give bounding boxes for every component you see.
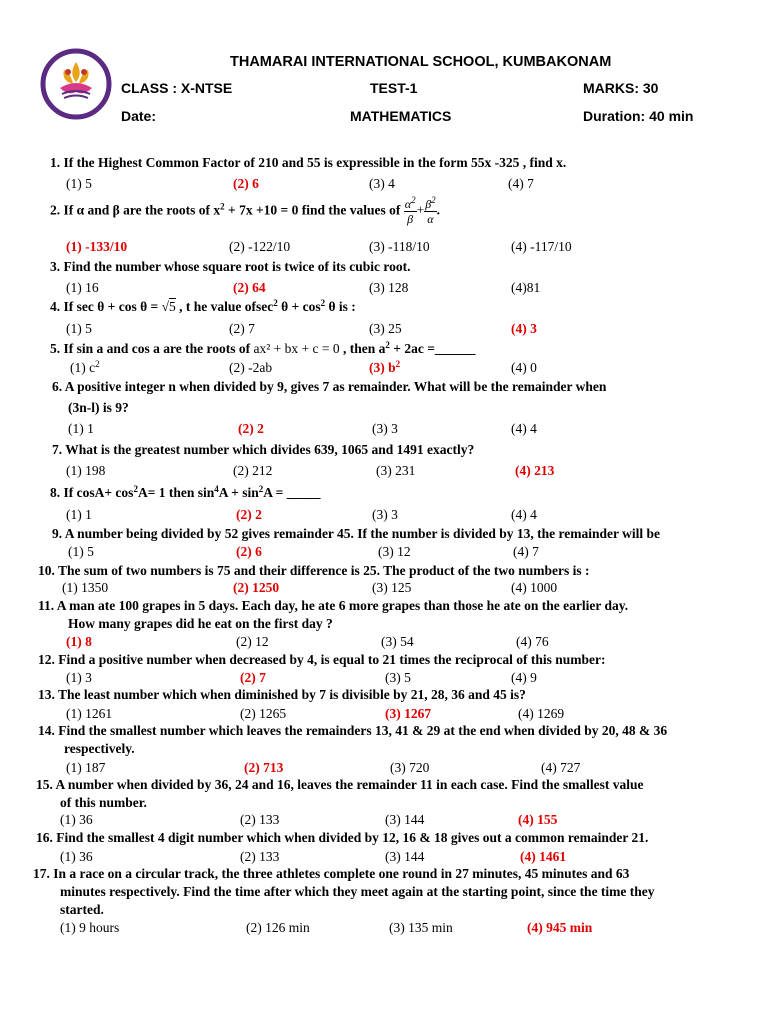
question-16: 16. Find the smallest 4 digit number which when divided by 12, 16 & 18 gives out a common remainder 21. (36, 830, 649, 845)
q15-option-3: (3) 144 (385, 812, 425, 827)
q6-option-1: (1) 1 (68, 421, 94, 436)
q9-option-2: (2) 6 (236, 544, 262, 559)
q11-option-4: (4) 76 (516, 634, 549, 649)
q14-option-4: (4) 727 (541, 760, 581, 775)
q17-option-2: (2) 126 min (246, 920, 310, 935)
q17-option-4: (4) 945 min (527, 920, 593, 935)
q12-option-1: (1) 3 (66, 670, 92, 685)
question-17-continued: minutes respectively. Find the time after which they meet again at the starting point, since the time they (60, 884, 655, 899)
question-3: 3. Find the number whose square root is twice of its cubic root. (50, 259, 411, 274)
q6-option-2: (2) 2 (238, 421, 264, 436)
q14-option-2: (2) 713 (244, 760, 284, 775)
q15-option-4: (4) 155 (518, 812, 558, 827)
question-6-continued: (3n-l) is 9? (68, 400, 129, 415)
q14-option-1: (1) 187 (66, 760, 106, 775)
q10-option-3: (3) 125 (372, 580, 412, 595)
q13-option-3: (3) 1267 (385, 706, 432, 721)
q8-option-1: (1) 1 (66, 507, 92, 522)
q4-option-4: (4) 3 (511, 321, 537, 336)
q2-option-3: (3) -118/10 (369, 239, 430, 254)
question-12: 12. Find a positive number when decreased by 4, is equal to 21 times the reciprocal of this number: (38, 652, 606, 667)
q1-option-3: (3) 4 (369, 176, 395, 191)
question-11-continued: How many grapes did he eat on the first day ? (68, 616, 333, 631)
question-1: 1. If the Highest Common Factor of 210 and 55 is expressible in the form 55x -325 , find x. (50, 155, 567, 170)
question-4: 4. If sec θ + cos θ = √5 , t he value ofsec$^2$ $\theta + \cos^2 \theta$ is : (50, 298, 356, 314)
q13-option-1: (1) 1261 (66, 706, 113, 721)
q5-option-2: (2) -2ab (229, 360, 273, 375)
question-5: 5. If sin a and cos a are the roots of ax² + bx + c = 0 , then $a^2 + 2ac$ =______ (50, 340, 476, 356)
q17-option-3: (3) 135 min (389, 920, 453, 935)
question-14: 14. Find the smallest number which leaves the remainders 13, 41 & 29 at the end when divided by 20, 48 & 36 (38, 723, 668, 738)
q3-option-3: (3) 128 (369, 280, 409, 295)
logo-emblem-icon (40, 48, 112, 120)
fraction-alpha-sq-over-beta: $\frac{\alpha^2}{\beta}$ (404, 195, 416, 226)
q2-option-2: (2) -122/10 (229, 239, 291, 254)
date-label: Date: (121, 108, 157, 124)
q12-option-2: (2) 7 (240, 670, 266, 685)
question-15: 15. A number when divided by 36, 24 and 16, leaves the remainder 11 in each case. Find the smallest value (36, 777, 644, 792)
question-2: 2. If α and β are the roots of $x^2 + 7x +10 = 0$ find the values of $\frac{\alpha^2}{\beta}$ + $\frac{\beta^2}{\alpha}$ . (50, 195, 441, 226)
test-label: TEST-1 (370, 80, 418, 96)
q9-option-4: (4) 7 (513, 544, 539, 559)
q12-option-4: (4) 9 (511, 670, 537, 685)
question-10: 10. The sum of two numbers is 75 and their difference is 25. The product of the two numbers is : (38, 563, 590, 578)
q9-option-3: (3) 12 (378, 544, 411, 559)
q4-option-3: (3) 25 (369, 321, 402, 336)
q14-option-3: (3) 720 (390, 760, 430, 775)
q7-option-3: (3) 231 (376, 463, 416, 478)
q11-option-2: (2) 12 (236, 634, 269, 649)
q1-option-4: (4) 7 (508, 176, 534, 191)
q12-option-3: (3) 5 (385, 670, 411, 685)
q16-option-4: (4) 1461 (520, 849, 567, 864)
question-15-continued: of this number. (60, 795, 147, 810)
question-17-continued-2: started. (60, 902, 104, 917)
q11-option-1: (1) 8 (66, 634, 92, 649)
q13-option-2: (2) 1265 (240, 706, 287, 721)
q8-option-3: (3) 3 (372, 507, 398, 522)
fraction-beta-sq-over-alpha: $\frac{\beta^2}{\alpha}$ (425, 195, 436, 226)
q7-option-4: (4) 213 (515, 463, 555, 478)
question-8: 8. If $\cos A+ \cos^2A= 1$ then $\sin^4A + \sin^2A$ = _____ (50, 484, 321, 500)
q13-option-4: (4) 1269 (518, 706, 565, 721)
q16-option-1: (1) 36 (60, 849, 93, 864)
q6-option-4: (4) 4 (511, 421, 537, 436)
q9-option-1: (1) 5 (68, 544, 94, 559)
school-logo (40, 48, 112, 120)
q16-option-2: (2) 133 (240, 849, 280, 864)
q11-option-3: (3) 54 (381, 634, 414, 649)
question-9: 9. A number being divided by 52 gives remainder 45. If the number is divided by 13, the remainder will be (52, 526, 660, 541)
q6-option-3: (3) 3 (372, 421, 398, 436)
school-name: THAMARAI INTERNATIONAL SCHOOL, KUMBAKONAM (230, 54, 612, 70)
marks-label: MARKS: 30 (583, 80, 659, 96)
q10-option-2: (2) 1250 (233, 580, 280, 595)
q15-option-1: (1) 36 (60, 812, 93, 827)
q4-option-2: (2) 7 (229, 321, 255, 336)
q7-option-1: (1) 198 (66, 463, 106, 478)
q4-option-1: (1) 5 (66, 321, 92, 336)
q7-option-2: (2) 212 (233, 463, 273, 478)
question-17: 17. In a race on a circular track, the three athletes complete one round in 27 minutes, 45 minutes and 63 (33, 866, 630, 881)
question-13: 13. The least number which when diminished by 7 is divisible by 21, 28, 36 and 45 is? (38, 687, 526, 702)
q3-option-2: (2) 64 (233, 280, 266, 295)
question-14-continued: respectively. (64, 741, 135, 756)
subject-label: MATHEMATICS (350, 108, 452, 124)
q2-option-4: (4) -117/10 (511, 239, 572, 254)
q1-option-2: (2) 6 (233, 176, 259, 191)
q5-option-3: (3) $b^2$ (369, 359, 401, 375)
q5-option-1: (1) $c^2$ (70, 359, 100, 375)
q8-option-4: (4) 4 (511, 507, 537, 522)
q3-option-4: (4)81 (511, 280, 541, 295)
question-6: 6. A positive integer n when divided by 9, gives 7 as remainder. What will be the remainder when (52, 379, 607, 394)
q10-option-4: (4) 1000 (511, 580, 558, 595)
q8-option-2: (2) 2 (236, 507, 262, 522)
q2-option-1: (1) -133/10 (66, 239, 128, 254)
q16-option-3: (3) 144 (385, 849, 425, 864)
q17-option-1: (1) 9 hours (60, 920, 120, 935)
q3-option-1: (1) 16 (66, 280, 99, 295)
question-7: 7. What is the greatest number which divides 639, 1065 and 1491 exactly? (52, 442, 475, 457)
q15-option-2: (2) 133 (240, 812, 280, 827)
class-label: CLASS : X-NTSE (121, 80, 233, 96)
q5-option-4: (4) 0 (511, 360, 537, 375)
question-11: 11. A man ate 100 grapes in 5 days. Each day, he ate 6 more grapes than those he ate on the earlier day. (38, 598, 629, 613)
q1-option-1: (1) 5 (66, 176, 92, 191)
q10-option-1: (1) 1350 (62, 580, 109, 595)
duration-label: Duration: 40 min (583, 108, 694, 124)
